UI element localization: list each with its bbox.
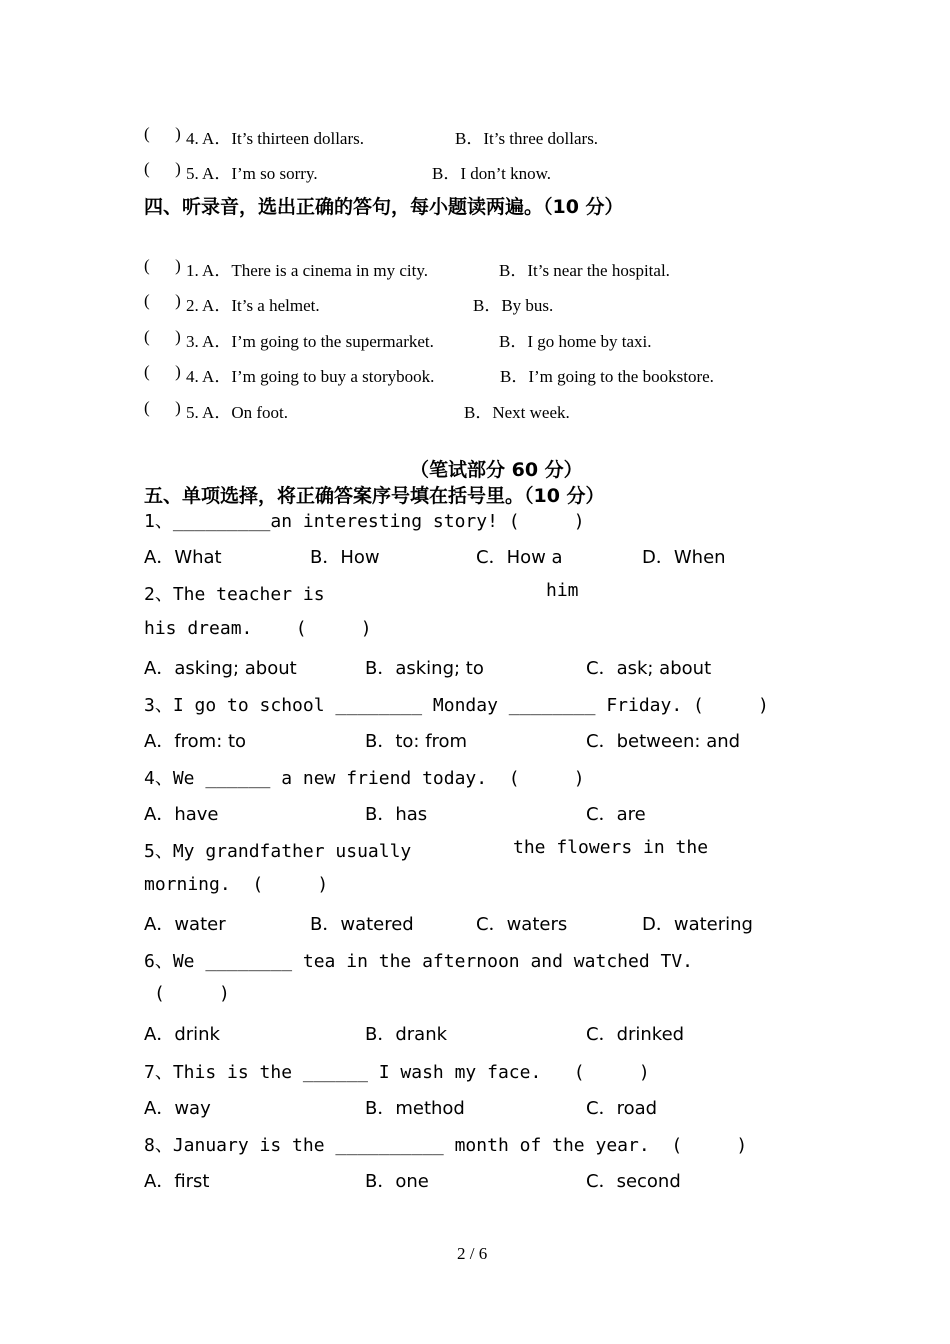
q5-option-c: C．waters — [476, 914, 568, 935]
option-a: 1. A．There is a cinema in my city. — [186, 261, 429, 280]
section-heading-4: 四、听录音，选出正确的答句，每小题读两遍。（10 分） — [144, 196, 624, 218]
q8-option-c: C．second — [586, 1171, 681, 1192]
question-6-stem: 6、We ________ tea in the afternoon and watched TV. — [144, 951, 694, 972]
q3-option-c: C．between: and — [586, 731, 741, 752]
paren-blank: ( ) — [144, 291, 181, 310]
option-a: 4. A．I’m going to buy a storybook. — [186, 367, 435, 386]
option-a: 3. A．I’m going to the supermarket. — [186, 332, 434, 351]
question-4-stem: 4、We ______ a new friend today. ( ) — [144, 768, 585, 789]
paren-blank: ( ) — [144, 124, 181, 143]
question-5-stem-cont: morning. ( ) — [144, 874, 329, 895]
written-part-title: （笔试部分 60 分） — [410, 459, 583, 481]
q2-option-a: A．asking; about — [144, 658, 297, 679]
question-2-stem: 2、The teacher is — [144, 584, 325, 605]
q5-option-d: D．watering — [642, 914, 753, 935]
question-3-stem: 3、I go to school ________ Monday ________ Friday. ( ) — [144, 695, 769, 716]
option-a: 5. A．On foot. — [186, 403, 288, 422]
q7-option-b: B．method — [365, 1098, 465, 1119]
q8-option-a: A．first — [144, 1171, 210, 1192]
q2-option-b: B．asking; to — [365, 658, 484, 679]
q6-option-c: C．drinked — [586, 1024, 685, 1045]
q8-option-b: B．one — [365, 1171, 429, 1192]
q4-option-c: C．are — [586, 804, 646, 825]
option-a: 2. A．It’s a helmet. — [186, 296, 320, 315]
paren-blank: ( ) — [144, 398, 181, 417]
option-b: B．I don’t know. — [432, 164, 551, 183]
q1-option-d: D．When — [642, 547, 726, 568]
option-b: B．I go home by taxi. — [499, 332, 652, 351]
q6-option-a: A．drink — [144, 1024, 220, 1045]
question-2-stem-cont: his dream. ( ) — [144, 618, 372, 639]
option-b: B．Next week. — [464, 403, 570, 422]
q4-option-a: A．have — [144, 804, 219, 825]
question-8-stem: 8、January is the __________ month of the year. ( ) — [144, 1135, 748, 1156]
paren-blank: ( ) — [144, 159, 181, 178]
q1-option-a: A．What — [144, 547, 222, 568]
q3-option-a: A．from: to — [144, 731, 247, 752]
q3-option-b: B．to: from — [365, 731, 468, 752]
q5-option-a: A．water — [144, 914, 226, 935]
question-7-stem: 7、This is the ______ I wash my face. ( ) — [144, 1062, 650, 1083]
page-number: 2 / 6 — [457, 1244, 488, 1263]
question-1-stem: 1、_________an interesting story! ( ) — [144, 511, 585, 532]
option-b: B．I’m going to the bookstore. — [500, 367, 714, 386]
q5-option-b: B．watered — [310, 914, 414, 935]
option-b: B．It’s three dollars. — [455, 129, 599, 148]
option-b: B．It’s near the hospital. — [499, 261, 670, 280]
section-heading-5: 五、单项选择，将正确答案序号填在括号里。（10 分） — [144, 485, 605, 507]
paren-blank: ( ) — [144, 327, 181, 346]
question-6-paren: ( ) — [154, 983, 230, 1004]
option-a: 5. A．I’m so sorry. — [186, 164, 318, 183]
option-b: B．By bus. — [473, 296, 554, 315]
q1-option-b: B．How — [310, 547, 380, 568]
q7-option-c: C．road — [586, 1098, 658, 1119]
q6-option-b: B．drank — [365, 1024, 448, 1045]
q7-option-a: A．way — [144, 1098, 211, 1119]
q2-option-c: C．ask; about — [586, 658, 712, 679]
question-5-stem: 5、My grandfather usually — [144, 841, 412, 862]
q1-option-c: C．How a — [476, 547, 563, 568]
q4-option-b: B．has — [365, 804, 428, 825]
question-2-stem-part: him — [546, 580, 579, 601]
paren-blank: ( ) — [144, 256, 181, 275]
question-5-stem-part: the flowers in the — [513, 837, 709, 858]
paren-blank: ( ) — [144, 362, 181, 381]
option-a: 4. A．It’s thirteen dollars. — [186, 129, 365, 148]
